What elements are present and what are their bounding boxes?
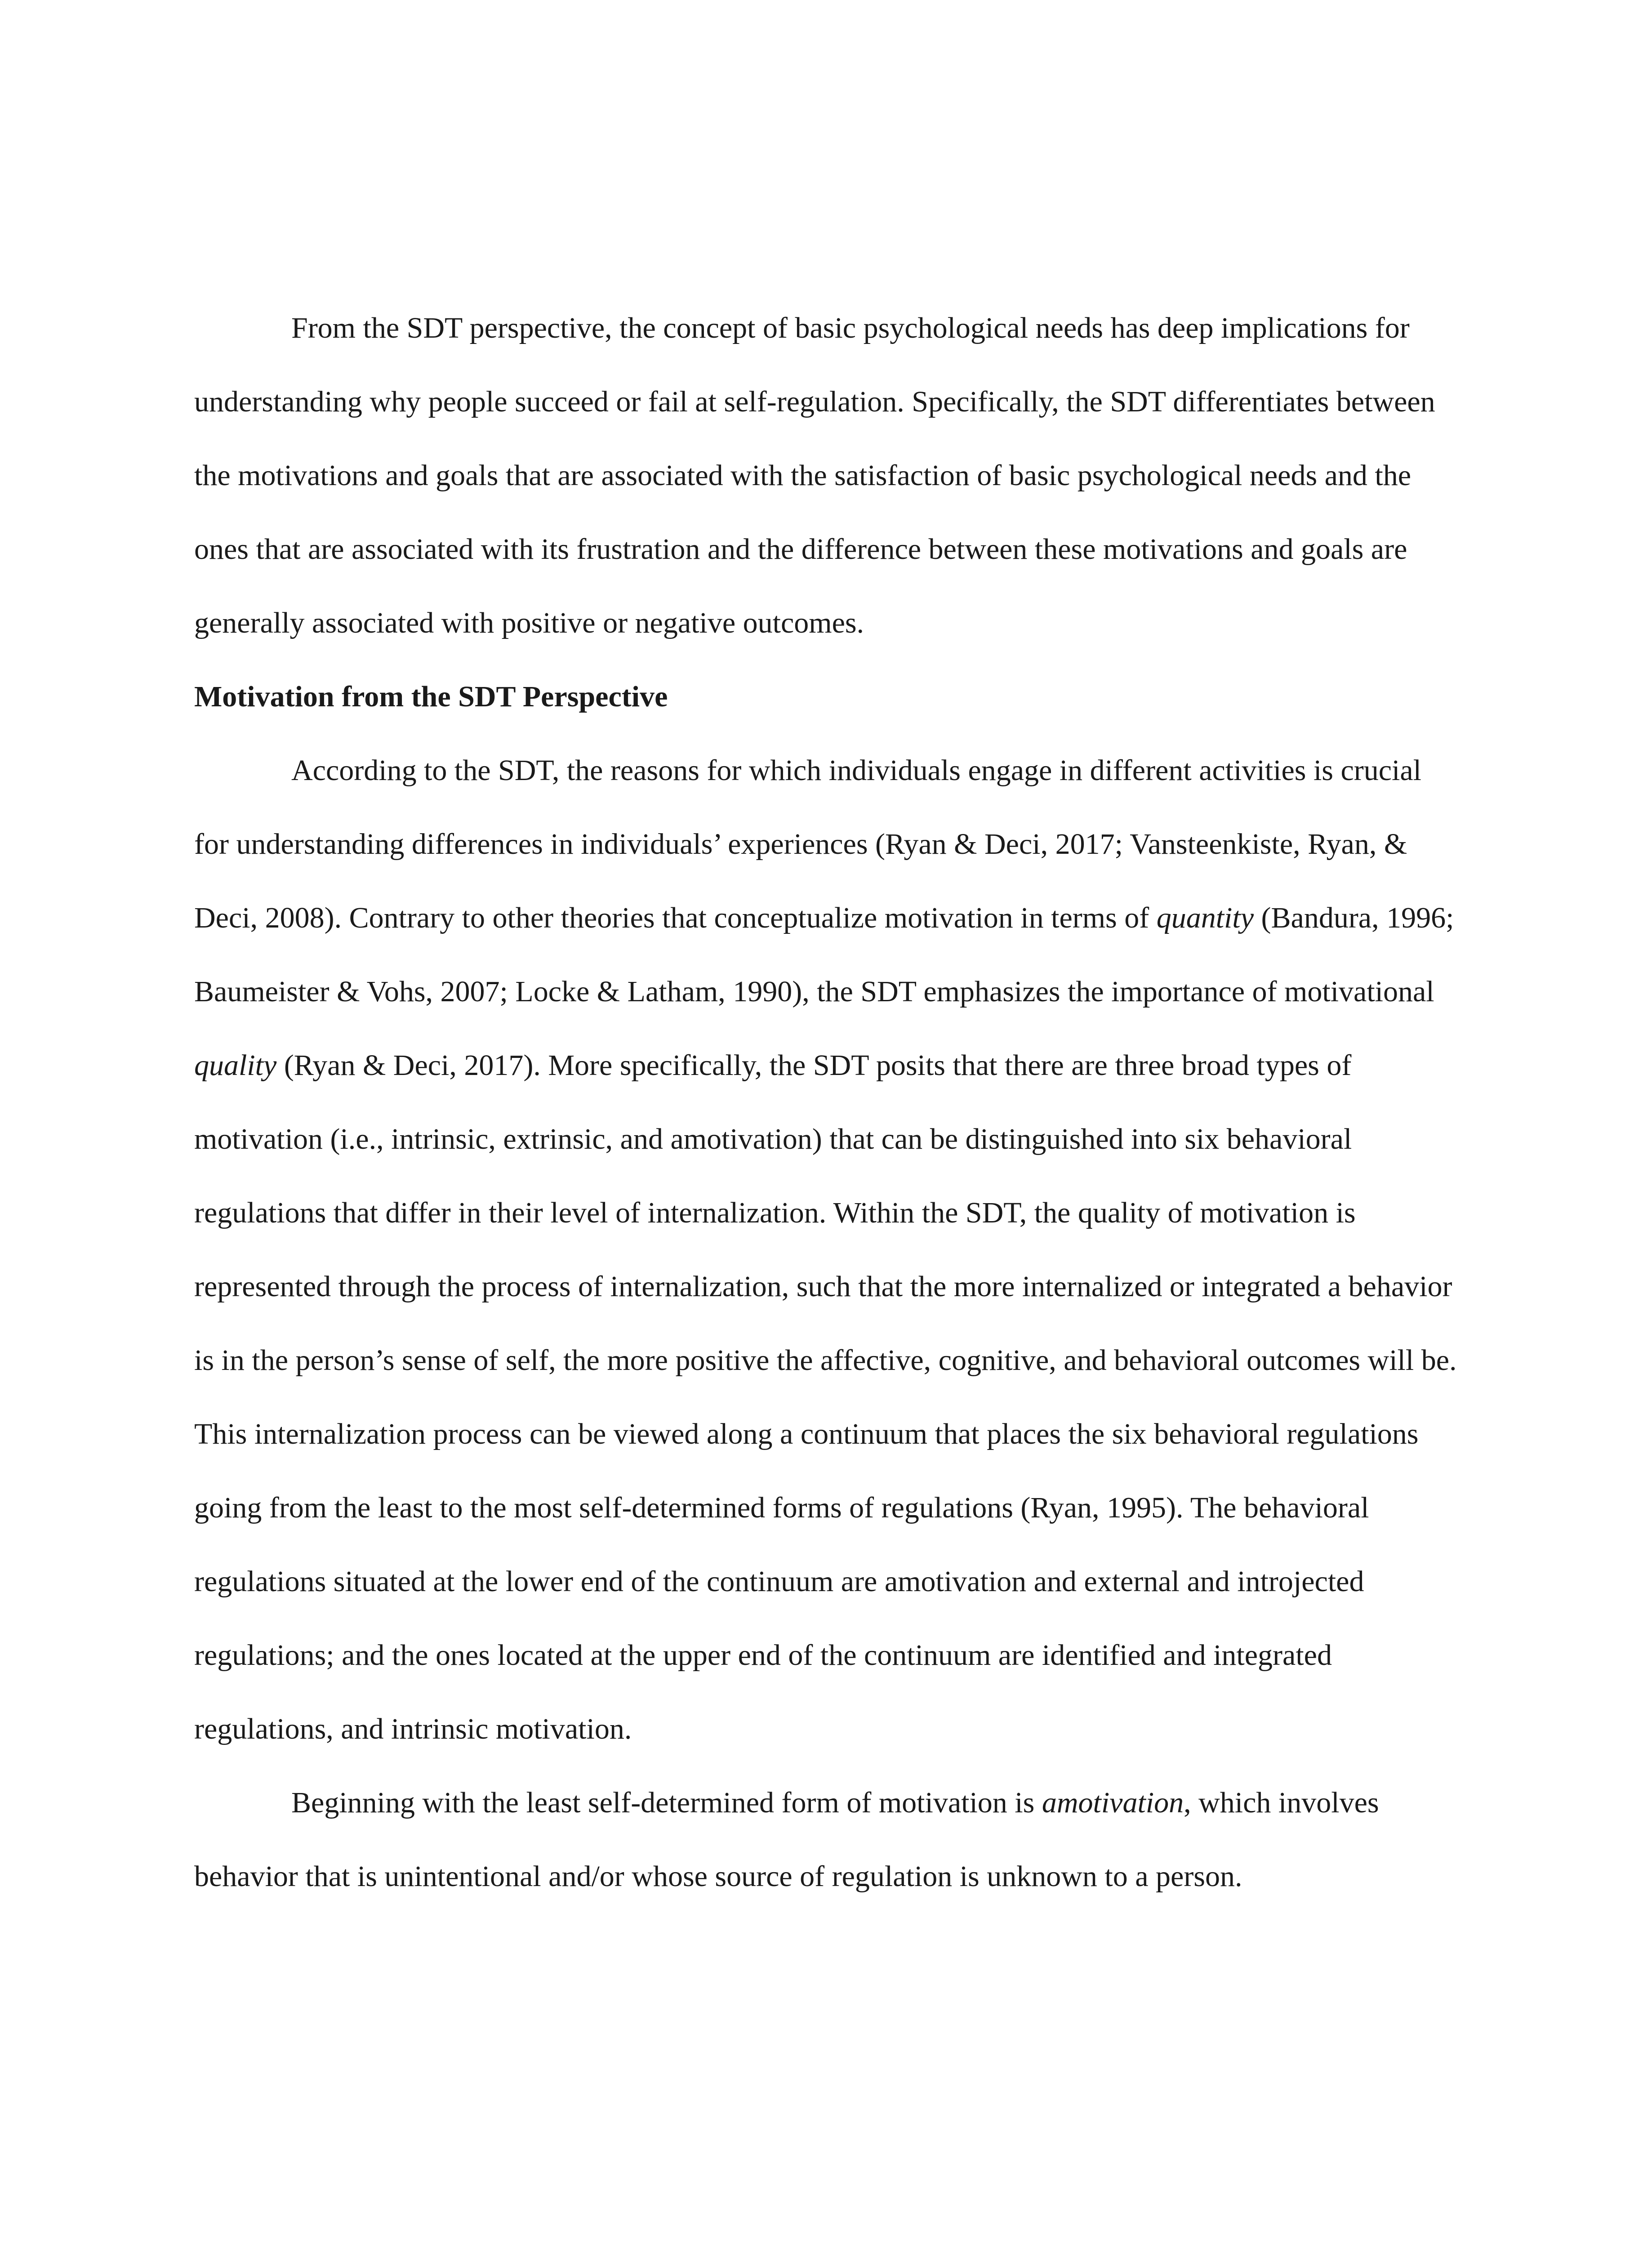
paragraph-sdt-needs: From the SDT perspective, the concept of basic psychological needs has deep implications for understanding why people succeed or fail at self-regulation. Specifically, the SDT differentiates between the motivations and goals that are associated with the satisfaction of basic psychological needs and the ones that are associated with its frustration and the difference between these motivations and goals are generally associated with positive or negative outcomes. (194, 312, 1435, 639)
paragraph-amotivation-text-1: Beginning with the least self-determined form of motivation is (291, 1786, 1042, 1819)
paragraph-amotivation-text-2: , which involves behavior that is unintentional and/or whose source of regulation is unknown to a person. (194, 1786, 1379, 1893)
section-heading: Motivation from the SDT Perspective (194, 680, 668, 713)
document-body (194, 291, 1462, 1913)
paragraph-motivation-text-3: (Ryan & Deci, 2017). More specifically, the SDT posits that there are three broad types of motivation (i.e., intrinsic, extrinsic, and amotivation) that can be distinguished into six behavioral regulations that differ in their level of internalization. Within the SDT, the quality of motivation is represented through the process of internalization, such that the more internalized or integrated a behavior is in the person’s sense of self, the more positive the affective, cognitive, and behavioral outcomes will be. This internalization process can be viewed along a continuum that places the six behavioral regulations going from the least to the most self-determined forms of regulations (Ryan, 1995). The behavioral regulations situated at the lower end of the continuum are amotivation and external and introjected regulations; and the ones located at the upper end of the continuum are identified and integrated regulations, and intrinsic motivation. (194, 1049, 1457, 1745)
emphasis-quality: quality (194, 1049, 277, 1082)
paragraph-amotivation (194, 1766, 1462, 1913)
paragraph-motivation (194, 734, 1462, 1766)
emphasis-quantity: quantity (1156, 901, 1254, 934)
emphasis-amotivation: amotivation (1042, 1786, 1184, 1819)
paragraph-motivation-text-2: (Bandura, 1996; Baumeister & Vohs, 2007; Locke & Latham, 1990), the SDT emphasizes the importance of motivational (194, 901, 1454, 1008)
paragraph-motivation-text-1: According to the SDT, the reasons for which individuals engage in different activities is crucial for understanding differences in individuals’ experiences (Ryan & Deci, 2017; Vansteenkiste, Ryan, & Deci, 2008). Contrary to other theories that conceptualize motivation in terms of (194, 754, 1421, 934)
